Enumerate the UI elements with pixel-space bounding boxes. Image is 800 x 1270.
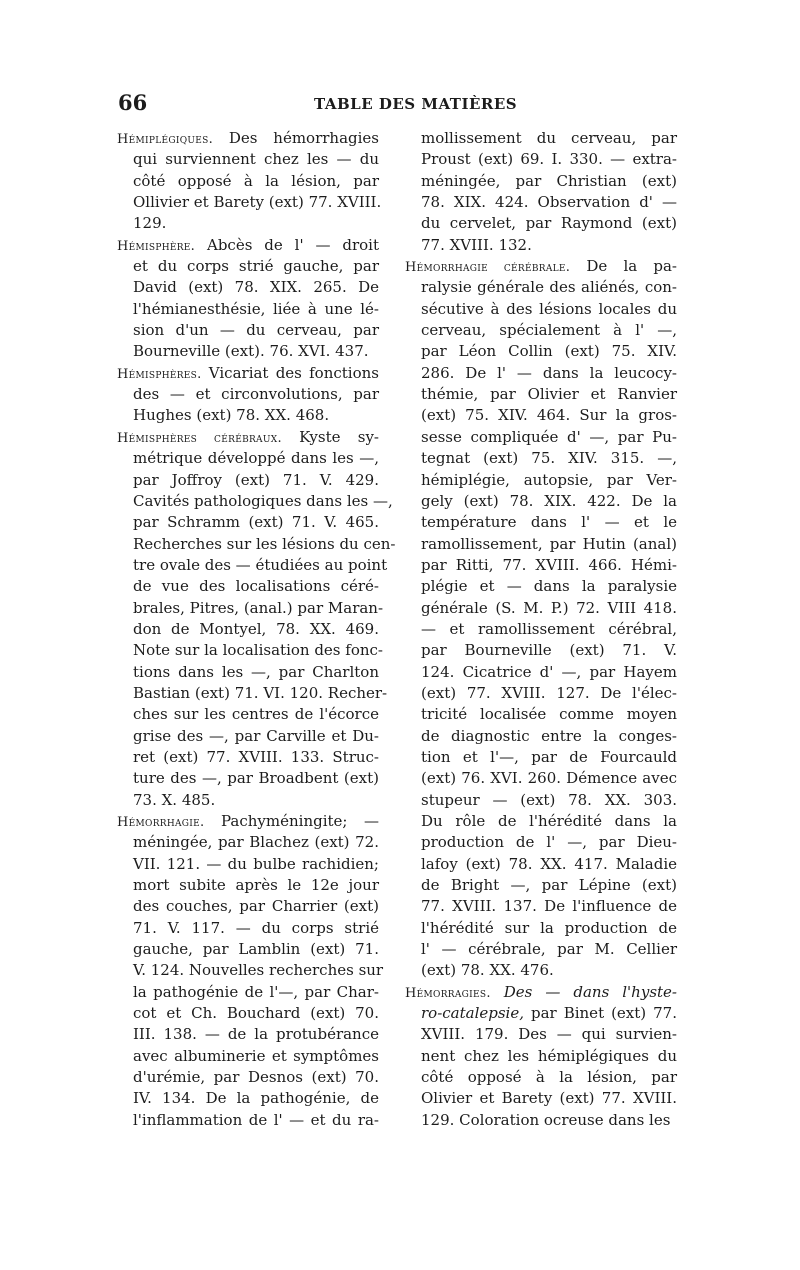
index-text: de Bright —, par Lépine (ext): [421, 876, 677, 895]
index-text: côté opposé à la lésion, par: [133, 171, 379, 190]
index-line: [405, 256, 677, 277]
index-line: [405, 576, 677, 597]
index-text: mort subite après le 12e jour: [133, 876, 379, 895]
index-line: [405, 896, 677, 917]
index-term: Hémorragies.: [405, 985, 491, 1001]
index-text: sion d'un — du cerveau, par: [133, 321, 379, 340]
index-line: [405, 341, 677, 362]
index-text: par Joffroy (ext) 71. V. 429.: [133, 470, 379, 489]
index-line: [117, 854, 379, 875]
index-text: V. 124. Nouvelles recherches sur: [133, 961, 384, 980]
index-line: [405, 171, 677, 192]
index-line: [117, 299, 379, 320]
index-term: Hémiplégiques.: [117, 132, 214, 147]
index-text: Proust (ext) 69. I. 330. — extra-: [421, 150, 677, 169]
index-text: III. 138. — de la protubérance: [133, 1025, 379, 1044]
index-text: par Binet (ext) 77.: [524, 1004, 677, 1023]
index-text: don de Montyel, 78. XX. 469.: [133, 619, 379, 638]
index-line: [117, 1024, 379, 1045]
index-text: l' — cérébrale, par M. Cellier: [421, 940, 677, 959]
index-line: [405, 1024, 677, 1045]
index-line: [405, 213, 677, 234]
index-line: [405, 1067, 677, 1088]
index-text: ture des —, par Broadbent (ext): [133, 769, 379, 788]
index-line: [117, 192, 382, 213]
index-text: tion et l'—, par de Fourcauld: [421, 747, 677, 766]
index-line: [405, 534, 677, 555]
index-term: Hémisphère.: [117, 238, 196, 254]
index-text: Abcès de l' — droit: [195, 235, 379, 254]
index-line: [405, 619, 677, 640]
index-text: générale (S. M. P.) 72. VIII 418.: [421, 598, 677, 617]
index-text: grise des —, par Carville et Du-: [133, 726, 379, 745]
index-text: température dans l' — et le: [421, 513, 677, 532]
index-line: [117, 1088, 379, 1109]
index-text: du cervelet, par Raymond (ext): [421, 214, 677, 233]
index-line: [117, 832, 379, 853]
index-line: [117, 640, 383, 661]
index-line: [405, 768, 677, 789]
index-text: Pachyméningite; —: [204, 812, 379, 830]
index-text: d'urémie, par Desnos (ext) 70.: [133, 1068, 379, 1087]
index-line: [405, 448, 677, 469]
index-term: Hémorrhagie.: [117, 815, 205, 830]
index-line: [405, 277, 677, 298]
index-line: [405, 1046, 677, 1067]
index-line: [405, 960, 677, 981]
index-line: [117, 1003, 379, 1024]
index-line: [405, 235, 677, 256]
index-line: [405, 405, 677, 426]
index-text: des — et circonvolutions, par: [133, 385, 379, 404]
index-line: [117, 213, 379, 234]
index-text: (ext) 77. XVIII. 127. De l'élec-: [421, 683, 677, 702]
index-text: hémiplégie, autopsie, par Ver-: [421, 470, 677, 489]
index-line: [405, 363, 677, 384]
index-text: tricité localisée comme moyen: [421, 705, 677, 724]
index-text: brales, Pitres, (anal.) par Maran-: [133, 598, 384, 617]
index-text: 129. Coloration ocreuse dans les: [421, 1110, 671, 1129]
index-line: [117, 405, 379, 426]
index-line: [405, 470, 677, 491]
index-term: Hémorrhagie cérébrale.: [405, 260, 571, 276]
index-text: côté opposé à la lésion, par: [421, 1068, 677, 1087]
index-line: [117, 363, 379, 384]
index-line: [117, 960, 384, 981]
index-text: De la pa-: [570, 257, 678, 276]
index-line: [405, 320, 677, 341]
index-text: production de l' —, par Dieu-: [421, 833, 677, 852]
index-text: de diagnostic entre la conges-: [421, 726, 677, 745]
index-line: [117, 512, 379, 533]
index-line: [405, 598, 677, 619]
index-line: [405, 1110, 677, 1131]
index-text: VII. 121. — du bulbe rachidien;: [133, 854, 379, 873]
index-line: [117, 149, 379, 170]
index-text: Des hémorrhagies: [213, 129, 379, 147]
index-text: Kyste sy-: [281, 427, 379, 446]
index-line: [117, 747, 379, 768]
index-line: [117, 896, 379, 917]
index-text: stupeur — (ext) 78. XX. 303.: [421, 790, 677, 809]
index-line: [405, 939, 677, 960]
index-text: Du rôle de l'hérédité dans la: [421, 812, 677, 830]
index-line: [117, 598, 384, 619]
index-line: [117, 1067, 379, 1088]
index-line: [405, 918, 677, 939]
index-text: thémie, par Olivier et Ranvier: [421, 385, 677, 404]
index-text: l'hémianesthésie, liée à une lé-: [133, 299, 379, 318]
index-line: [117, 235, 379, 256]
index-line: [117, 341, 379, 362]
index-line: [117, 277, 379, 298]
index-text: par Schramm (ext) 71. V. 465.: [133, 513, 379, 532]
index-line: [405, 811, 677, 832]
index-line: [117, 534, 396, 555]
index-term: Hémisphères.: [117, 366, 202, 382]
index-text: sécutive à des lésions locales du: [421, 299, 677, 318]
index-line: [405, 192, 677, 213]
index-text: par Ritti, 77. XVIII. 466. Hémi-: [421, 555, 677, 574]
index-line: [405, 747, 677, 768]
index-line: [405, 640, 677, 661]
index-text: IV. 134. De la pathogénie, de: [133, 1089, 379, 1108]
index-text: Vicariat des fonctions: [201, 363, 379, 382]
left-column: [117, 128, 396, 1131]
index-text: la pathogénie de l'—, par Char-: [133, 982, 379, 1001]
index-text: XVIII. 179. Des — qui survien-: [421, 1025, 677, 1044]
index-line: [405, 726, 677, 747]
index-line: [117, 790, 379, 811]
index-text: 77. XVIII. 132.: [421, 235, 532, 254]
index-line: [405, 683, 677, 704]
index-line: [117, 918, 379, 939]
index-text: plégie et — dans la paralysie: [421, 577, 677, 596]
index-line: [117, 576, 379, 597]
index-text: méningée, par Blachez (ext) 72.: [133, 833, 379, 852]
index-line: [405, 790, 677, 811]
index-text: méningée, par Christian (ext): [421, 171, 677, 190]
index-text: l'hérédité sur la production de: [421, 918, 677, 937]
index-text: David (ext) 78. XIX. 265. De: [133, 278, 379, 297]
index-line: [405, 299, 677, 320]
index-text: Ollivier et Barety (ext) 77. XVIII.: [133, 193, 382, 212]
index-text: tions dans les —, par Charlton: [133, 662, 379, 681]
index-line: [117, 128, 379, 149]
index-text: des couches, par Charrier (ext): [133, 897, 379, 916]
index-text: ramollissement, par Hutin (anal): [421, 534, 677, 553]
index-line: [405, 491, 677, 512]
index-line: [405, 384, 677, 405]
index-text: 124. Cicatrice d' —, par Hayem: [421, 662, 677, 681]
index-line: [117, 662, 379, 683]
index-text: par Bourneville (ext) 71. V.: [421, 641, 677, 660]
index-line: [117, 491, 393, 512]
index-line: [117, 256, 379, 277]
index-line: [405, 1003, 677, 1024]
index-text: (ext) 75. XIV. 464. Sur la gros-: [421, 406, 677, 425]
index-text: de vue des localisations céré-: [133, 577, 379, 596]
index-text: (ext) 78. XX. 476.: [421, 961, 554, 980]
index-line: [405, 832, 677, 853]
index-line: [405, 149, 677, 170]
index-text: 78. XIX. 424. Observation d' —: [421, 193, 677, 212]
index-text: 286. De l' — dans la leucocy-: [421, 363, 677, 382]
index-text: par Léon Collin (ext) 75. XIV.: [421, 342, 677, 361]
index-line: [117, 726, 379, 747]
index-text: 77. XVIII. 137. De l'influence de: [421, 897, 677, 916]
index-text: tegnat (ext) 75. XIV. 315. —,: [421, 449, 677, 468]
index-line: [405, 427, 677, 448]
index-text: Cavités pathologiques dans les —,: [133, 491, 393, 510]
index-text: cot et Ch. Bouchard (ext) 70.: [133, 1004, 379, 1023]
index-line: [405, 704, 677, 725]
index-line: [117, 704, 379, 725]
index-text: sesse compliquée d' —, par Pu-: [421, 427, 677, 446]
index-line: [405, 555, 677, 576]
index-line: [117, 320, 379, 341]
index-text: lafoy (ext) 78. XX. 417. Maladie: [421, 854, 677, 873]
index-text: nent chez les hémiplégiques du: [421, 1046, 677, 1065]
index-text: cerveau, spécialement à l' —,: [421, 321, 677, 340]
index-text: métrique développé dans les —,: [133, 449, 379, 468]
index-text: Bastian (ext) 71. VI. 120. Recher-: [133, 683, 388, 702]
index-line: [405, 128, 677, 149]
index-line: [117, 171, 379, 192]
index-line: [117, 683, 388, 704]
index-line: [405, 512, 677, 533]
index-line: [117, 768, 379, 789]
index-line: [117, 1110, 379, 1131]
index-text: Bourneville (ext). 76. XVI. 437.: [133, 342, 369, 361]
index-line: [117, 470, 379, 491]
page-number: 66: [118, 90, 148, 115]
index-line: [117, 1046, 379, 1067]
index-text: tre ovale des — étudiées au point: [133, 555, 388, 574]
index-line: [117, 384, 379, 405]
index-text: Des — dans l'hyste-: [490, 982, 677, 1001]
running-title: TABLE DES MATIÈRES: [314, 95, 518, 113]
index-term: Hémisphères cérébraux.: [117, 430, 282, 446]
index-text: ret (ext) 77. XVIII. 133. Struc-: [133, 747, 379, 766]
index-text: 73. X. 485.: [133, 790, 216, 809]
index-line: [405, 1088, 677, 1109]
index-text: Olivier et Barety (ext) 77. XVIII.: [421, 1089, 677, 1108]
index-text: Hughes (ext) 78. XX. 468.: [133, 406, 330, 425]
index-text: mollissement du cerveau, par: [421, 129, 677, 147]
index-text: et du corps strié gauche, par: [133, 257, 379, 276]
index-line: [405, 982, 677, 1003]
index-line: [117, 875, 379, 896]
index-text: gauche, par Lamblin (ext) 71.: [133, 940, 379, 959]
right-column: [405, 128, 677, 1131]
index-text: Note sur la localisation des fonc-: [133, 641, 383, 660]
index-line: [117, 427, 379, 448]
index-line: [117, 982, 379, 1003]
index-text: 71. V. 117. — du corps strié: [133, 918, 379, 937]
index-text: Recherches sur les lésions du cen-: [133, 534, 396, 553]
index-line: [405, 854, 677, 875]
index-line: [117, 939, 379, 960]
index-text: 129.: [133, 214, 167, 233]
index-text: gely (ext) 78. XIX. 422. De la: [421, 491, 677, 510]
index-line: [405, 875, 677, 896]
index-text: avec albuminerie et symptômes: [133, 1046, 379, 1065]
index-text: ches sur les centres de l'écorce: [133, 705, 379, 724]
index-line: [117, 555, 388, 576]
index-line: [117, 619, 379, 640]
index-line: [117, 448, 379, 469]
index-text: qui surviennent chez les — du: [133, 150, 379, 169]
index-line: [405, 662, 677, 683]
index-text: ralysie générale des aliénés, con-: [421, 278, 677, 297]
index-text: — et ramollissement cérébral,: [421, 619, 677, 638]
index-text: ro-catalepsie,: [421, 1004, 525, 1023]
index-line: [117, 811, 379, 832]
index-text: l'inflammation de l' — et du ra-: [133, 1110, 379, 1129]
index-text: (ext) 76. XVI. 260. Démence avec: [421, 769, 677, 788]
